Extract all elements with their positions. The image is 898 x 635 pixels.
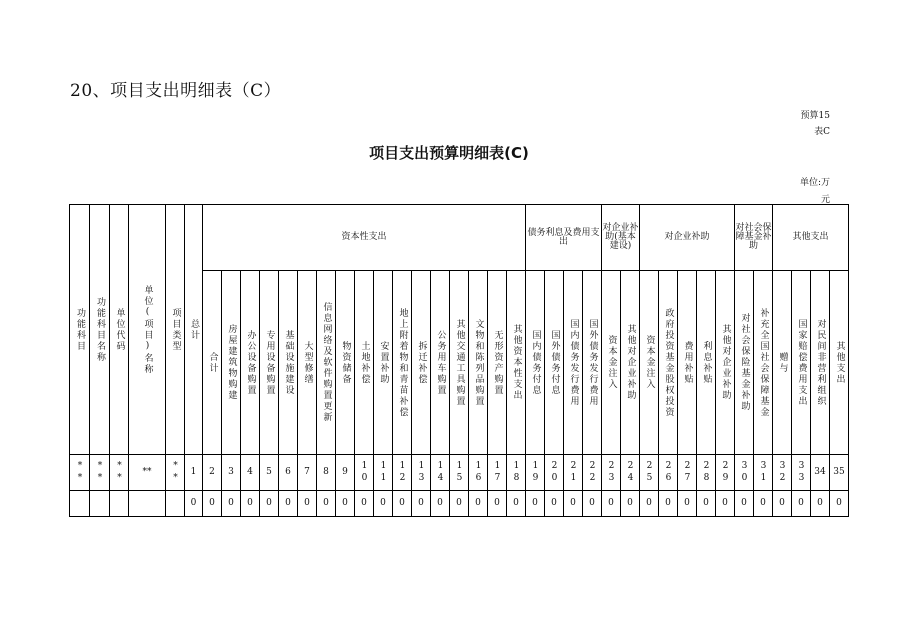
sub-header: 公务用车购置: [431, 271, 450, 455]
sub-header: 拆迁补偿: [412, 271, 431, 455]
col-header-total: 总计: [185, 205, 203, 455]
value-cell: 0: [697, 491, 716, 517]
value-cell: 0: [640, 491, 659, 517]
code-cell: 3: [222, 455, 241, 491]
code-cell: 31: [754, 455, 773, 491]
sub-header: 赠与: [773, 271, 792, 455]
sub-header: 土地补偿: [355, 271, 374, 455]
sub-header: 资本金注入: [640, 271, 659, 455]
value-cell: 0: [659, 491, 678, 517]
sub-header: 无形资产购置: [488, 271, 507, 455]
sub-header: 利息补贴: [697, 271, 716, 455]
value-cell: 0: [792, 491, 811, 517]
value-cell: [90, 491, 110, 517]
value-cell: 0: [773, 491, 792, 517]
sub-header: 国内债务发行费用: [564, 271, 583, 455]
value-cell: 0: [526, 491, 545, 517]
value-cell: 0: [754, 491, 773, 517]
sub-header: 基础设施建设: [279, 271, 298, 455]
code-cell: 14: [431, 455, 450, 491]
value-cell: 0: [811, 491, 830, 517]
code-cell: 6: [279, 455, 298, 491]
value-cell: 0: [583, 491, 602, 517]
value-cell: 0: [450, 491, 469, 517]
group-header-other: 其他支出: [773, 205, 849, 271]
value-cell: 0: [203, 491, 222, 517]
col-header-project-type: 项目类型: [166, 205, 185, 455]
code-cell: **: [90, 455, 110, 491]
group-header-social-security: 对社会保障基金补助: [735, 205, 773, 271]
code-cell: 35: [830, 455, 849, 491]
code-cell: 28: [697, 455, 716, 491]
value-cell: 0: [735, 491, 754, 517]
value-cell: [70, 491, 90, 517]
group-header-capital: 资本性支出: [203, 205, 526, 271]
code-cell: 8: [317, 455, 336, 491]
sub-header: 其他对企业补助: [716, 271, 735, 455]
value-cell: 0: [507, 491, 526, 517]
code-cell: 18: [507, 455, 526, 491]
sub-header: 其他支出: [830, 271, 849, 455]
value-cell: 0: [545, 491, 564, 517]
sub-header: 大型修缮: [298, 271, 317, 455]
value-cell: 0: [716, 491, 735, 517]
sub-header: 信息网络及软件购置更新: [317, 271, 336, 455]
value-cell: 0: [222, 491, 241, 517]
sub-header: 专用设备购置: [260, 271, 279, 455]
code-cell: 25: [640, 455, 659, 491]
value-cell: 0: [185, 491, 203, 517]
value-cell: 0: [355, 491, 374, 517]
group-header-enterprise: 对企业补助: [640, 205, 735, 271]
code-cell: 11: [374, 455, 393, 491]
code-cell: 27: [678, 455, 697, 491]
value-cell: [110, 491, 129, 517]
sub-header: 房屋建筑物购建: [222, 271, 241, 455]
code-cell: 9: [336, 455, 355, 491]
table-title: 项目支出预算明细表(C): [369, 144, 529, 162]
code-cell: 10: [355, 455, 374, 491]
value-cell: 0: [393, 491, 412, 517]
value-cell: 0: [564, 491, 583, 517]
value-row: [70, 491, 849, 517]
code-cell: 1: [185, 455, 203, 491]
code-cell: 23: [602, 455, 621, 491]
code-cell: 20: [545, 455, 564, 491]
sub-header: 办公设备购置: [241, 271, 260, 455]
code-cell: 2: [203, 455, 222, 491]
sub-header: 政府投资基金股权投资: [659, 271, 678, 455]
value-cell: 0: [830, 491, 849, 517]
code-cell: 5: [260, 455, 279, 491]
code-row: [70, 455, 849, 491]
value-cell: 0: [279, 491, 298, 517]
code-cell: 15: [450, 455, 469, 491]
sub-header: 国外债务发行费用: [583, 271, 602, 455]
code-cell: **: [166, 455, 185, 491]
sub-header: 补充全国社会保障基金: [754, 271, 773, 455]
group-header-enterprise-basic: 对企业补助(基本建设): [602, 205, 640, 271]
code-cell: 7: [298, 455, 317, 491]
sub-header: 国外债务付息: [545, 271, 564, 455]
sub-header: 安置补助: [374, 271, 393, 455]
sub-header: 国家赔偿费用支出: [792, 271, 811, 455]
code-cell: 26: [659, 455, 678, 491]
code-cell: 21: [564, 455, 583, 491]
sub-header: 文物和陈列品购置: [469, 271, 488, 455]
code-cell: 32: [773, 455, 792, 491]
sub-header: 物资储备: [336, 271, 355, 455]
value-cell: 0: [488, 491, 507, 517]
value-cell: 0: [241, 491, 260, 517]
budget-detail-table: [69, 204, 849, 517]
col-header-function-subject: 功能科目: [70, 205, 90, 455]
code-cell: 24: [621, 455, 640, 491]
code-cell: 29: [716, 455, 735, 491]
sub-header: 国内债务付息: [526, 271, 545, 455]
code-cell: 16: [469, 455, 488, 491]
sub-header: 对社会保险基金补助: [735, 271, 754, 455]
code-cell: **: [129, 455, 166, 491]
code-cell: 19: [526, 455, 545, 491]
col-header-unit-project-name: 单位(项目)名称: [129, 205, 166, 455]
code-cell: 33: [792, 455, 811, 491]
col-header-unit-code: 单位代码: [110, 205, 129, 455]
sub-header: 其他资本性支出: [507, 271, 526, 455]
code-cell: 4: [241, 455, 260, 491]
sub-header: 费用补贴: [678, 271, 697, 455]
code-cell: **: [110, 455, 129, 491]
code-cell: 22: [583, 455, 602, 491]
value-cell: 0: [336, 491, 355, 517]
value-cell: 0: [469, 491, 488, 517]
code-cell: 30: [735, 455, 754, 491]
sub-header: 其他交通工具购置: [450, 271, 469, 455]
sub-header: 对民间非营利组织: [811, 271, 830, 455]
form-code: 预算15: [800, 111, 830, 121]
code-cell: 12: [393, 455, 412, 491]
group-header-debt: 债务利息及费用支出: [526, 205, 602, 271]
form-suffix: 表C: [814, 127, 830, 137]
col-header-function-subject-name: 功能科目名称: [90, 205, 110, 455]
unit-label-cont: 元: [820, 195, 830, 205]
sub-header: 合计: [203, 271, 222, 455]
code-cell: 17: [488, 455, 507, 491]
code-cell: 34: [811, 455, 830, 491]
value-cell: [129, 491, 166, 517]
value-cell: 0: [317, 491, 336, 517]
value-cell: 0: [431, 491, 450, 517]
value-cell: 0: [298, 491, 317, 517]
value-cell: 0: [678, 491, 697, 517]
value-cell: [166, 491, 185, 517]
sub-header: 资本金注入: [602, 271, 621, 455]
value-cell: 0: [621, 491, 640, 517]
page-heading: 20、项目支出明细表（C）: [70, 81, 282, 101]
sub-header: 地上附着物和青苗补偿: [393, 271, 412, 455]
value-cell: 0: [374, 491, 393, 517]
code-cell: 13: [412, 455, 431, 491]
code-cell: **: [70, 455, 90, 491]
value-cell: 0: [602, 491, 621, 517]
value-cell: 0: [260, 491, 279, 517]
unit-label: 单位:万: [799, 178, 830, 188]
sub-header: 其他对企业补助: [621, 271, 640, 455]
value-cell: 0: [412, 491, 431, 517]
